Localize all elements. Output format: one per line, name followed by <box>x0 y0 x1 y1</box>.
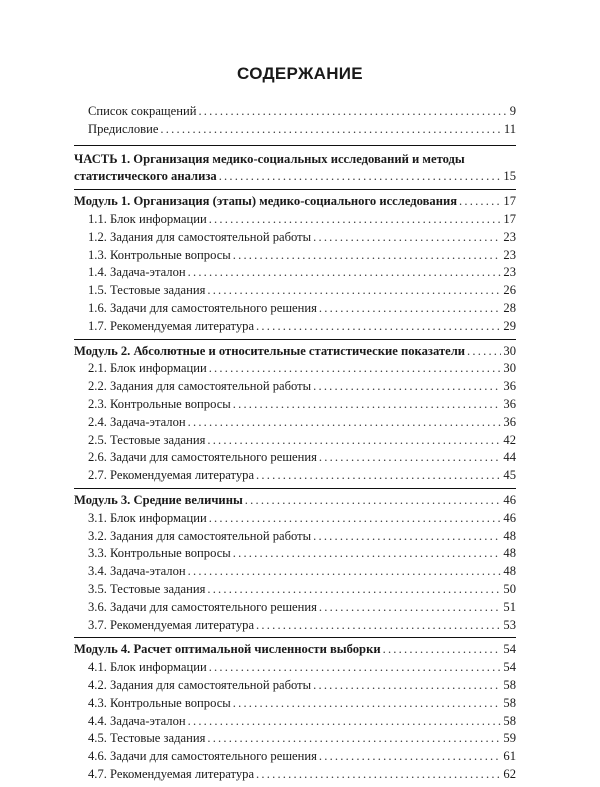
toc-entry[interactable] <box>74 121 516 139</box>
toc-entry[interactable] <box>74 282 516 300</box>
toc-entry-label: 3.4. Задача-эталон <box>88 564 186 579</box>
toc-entry-page: 54 <box>503 660 516 675</box>
toc-entry-label: 1.4. Задача-эталон <box>88 265 186 280</box>
table-of-contents <box>74 103 516 787</box>
dot-leader <box>188 563 502 581</box>
dot-leader <box>233 695 502 713</box>
dot-leader <box>313 677 501 695</box>
dot-leader <box>207 730 501 748</box>
dot-leader <box>256 318 501 336</box>
toc-entry-page: 26 <box>503 283 516 298</box>
page-title: СОДЕРЖАНИЕ <box>237 64 363 83</box>
toc-entry[interactable] <box>74 730 516 748</box>
dot-leader <box>160 121 501 139</box>
module-3 <box>74 488 516 637</box>
dot-leader <box>198 103 507 121</box>
toc-entry[interactable] <box>74 599 516 617</box>
module-2 <box>74 339 516 488</box>
toc-entry-page: 58 <box>503 713 516 728</box>
dot-leader <box>319 449 502 467</box>
toc-entry-page: 58 <box>503 695 516 710</box>
toc-entry-page: 23 <box>503 265 516 280</box>
toc-entry[interactable] <box>74 766 516 784</box>
toc-entry[interactable] <box>74 467 516 485</box>
toc-entry-label: 4.5. Тестовые задания <box>88 731 206 746</box>
toc-entry-label: Модуль 1. Организация (этапы) медико-социального исследования <box>74 194 458 209</box>
module-heading[interactable] <box>74 492 516 510</box>
dot-leader <box>256 467 501 485</box>
toc-entry-label: 2.4. Задача-эталон <box>88 414 186 429</box>
toc-entry-page: 11 <box>503 121 516 136</box>
toc-entry-label: 4.7. Рекомендуемая литература <box>88 766 255 781</box>
toc-entry-label: 3.2. Задания для самостоятельной работы <box>88 528 312 543</box>
toc-entry-label: 1.3. Контрольные вопросы <box>88 247 231 262</box>
dot-leader <box>459 193 501 211</box>
dot-leader <box>209 659 502 677</box>
toc-entry[interactable] <box>74 581 516 599</box>
toc-entry[interactable] <box>74 563 516 581</box>
toc-entry-label: 4.6. Задачи для самостоятельного решения <box>88 749 317 764</box>
part-heading-line1: ЧАСТЬ 1. Организация медико-социальных исследований и методы <box>74 151 465 166</box>
toc-entry-label: Предисловие <box>88 121 159 136</box>
dot-leader <box>207 581 501 599</box>
dot-leader <box>467 343 501 361</box>
toc-entry[interactable] <box>74 264 516 282</box>
toc-entry-label: 3.1. Блок информации <box>88 510 207 525</box>
dot-leader <box>188 713 502 731</box>
dot-leader <box>219 168 502 186</box>
part-heading-line2 <box>74 168 516 186</box>
toc-entry[interactable] <box>74 318 516 336</box>
dot-leader <box>209 360 502 378</box>
toc-entry-page: 45 <box>503 468 516 483</box>
toc-entry-label: 3.5. Тестовые задания <box>88 581 206 596</box>
toc-entry-page: 50 <box>503 581 516 596</box>
part-1 <box>74 145 516 190</box>
toc-entry-label: 2.2. Задания для самостоятельной работы <box>88 379 312 394</box>
toc-entry[interactable] <box>74 396 516 414</box>
toc-entry-page: 23 <box>503 247 516 262</box>
toc-entry[interactable] <box>74 414 516 432</box>
toc-entry[interactable] <box>74 378 516 396</box>
toc-entry[interactable] <box>74 432 516 450</box>
toc-entry-label: 1.2. Задания для самостоятельной работы <box>88 229 312 244</box>
dot-leader <box>256 766 501 784</box>
modules-list <box>74 189 516 787</box>
toc-entry-page: 9 <box>509 104 516 118</box>
toc-entry-page: 17 <box>503 194 516 209</box>
toc-entry-page: 46 <box>503 510 516 525</box>
toc-entry-page: 30 <box>503 343 516 358</box>
toc-entry[interactable] <box>74 695 516 713</box>
toc-entry-label: Модуль 3. Средние величины <box>74 492 243 507</box>
dot-leader <box>319 599 502 617</box>
toc-entry[interactable] <box>74 545 516 563</box>
toc-entry-page: 29 <box>503 318 516 333</box>
toc-entry-page: 59 <box>503 731 516 746</box>
toc-entry-page: 36 <box>503 414 516 429</box>
toc-entry-label: 4.1. Блок информации <box>88 660 207 675</box>
toc-entry-label: 4.3. Контрольные вопросы <box>88 695 231 710</box>
toc-entry-page: 42 <box>503 432 516 447</box>
toc-entry-page: 46 <box>503 492 516 507</box>
toc-entry[interactable] <box>74 528 516 546</box>
toc-entry-label: 4.2. Задания для самостоятельной работы <box>88 677 312 692</box>
toc-entry[interactable] <box>74 659 516 677</box>
toc-entry[interactable] <box>74 103 516 121</box>
dot-leader <box>313 378 501 396</box>
toc-entry[interactable] <box>74 300 516 318</box>
dot-leader <box>245 492 502 510</box>
toc-entry-label: 1.1. Блок информации <box>88 211 207 226</box>
dot-leader <box>207 432 501 450</box>
toc-entry-page: 62 <box>503 766 516 781</box>
front-matter <box>74 103 516 145</box>
toc-entry-page: 48 <box>503 564 516 579</box>
toc-entry-page: 30 <box>503 361 516 376</box>
dot-leader <box>256 617 501 635</box>
dot-leader <box>319 748 502 766</box>
toc-entry-page: 61 <box>503 749 516 764</box>
dot-leader <box>313 229 501 247</box>
toc-entry-label: 2.1. Блок информации <box>88 361 207 376</box>
toc-entry-label: Модуль 2. Абсолютные и относительные статистические показатели <box>74 343 466 358</box>
toc-entry[interactable] <box>74 247 516 265</box>
dot-leader <box>209 510 502 528</box>
toc-entry-label: 4.4. Задача-эталон <box>88 713 186 728</box>
part-heading-label: статистического анализа <box>74 169 217 184</box>
toc-entry-page: 36 <box>503 396 516 411</box>
toc-entry-label: 1.6. Задачи для самостоятельного решения <box>88 300 317 315</box>
toc-entry-label: Модуль 4. Расчет оптимальной численности выборки <box>74 642 381 657</box>
module-heading[interactable] <box>74 343 516 361</box>
dot-leader <box>188 414 502 432</box>
toc-entry-label: 3.3. Контрольные вопросы <box>88 546 231 561</box>
toc-entry-page: 23 <box>503 229 516 244</box>
toc-entry-label: 1.5. Тестовые задания <box>88 283 206 298</box>
toc-entry-label: 2.7. Рекомендуемая литература <box>88 468 255 483</box>
module-heading[interactable] <box>74 641 516 659</box>
module-1 <box>74 189 516 338</box>
toc-entry-label: 2.3. Контрольные вопросы <box>88 396 231 411</box>
toc-entry-label: 2.6. Задачи для самостоятельного решения <box>88 450 317 465</box>
toc-entry-page: 17 <box>503 211 516 226</box>
toc-entry-page: 48 <box>503 546 516 561</box>
toc-entry-label: 3.7. Рекомендуемая литература <box>88 617 255 632</box>
toc-entry-label: 3.6. Задачи для самостоятельного решения <box>88 599 317 614</box>
toc-entry-page: 44 <box>503 450 516 465</box>
dot-leader <box>188 264 502 282</box>
toc-entry-page: 58 <box>503 677 516 692</box>
toc-entry-label: Список сокращений <box>88 104 197 118</box>
toc-entry-page: 48 <box>503 528 516 543</box>
toc-entry-page: 28 <box>503 300 516 315</box>
part-heading[interactable] <box>74 151 516 187</box>
toc-entry[interactable] <box>74 449 516 467</box>
toc-entry[interactable] <box>74 510 516 528</box>
toc-entry-label: 2.5. Тестовые задания <box>88 432 206 447</box>
toc-entry-page: 15 <box>503 169 516 184</box>
toc-entry[interactable] <box>74 211 516 229</box>
toc-entry-label: 1.7. Рекомендуемая литература <box>88 318 255 333</box>
toc-entry[interactable] <box>74 360 516 378</box>
toc-entry-page: 36 <box>503 379 516 394</box>
dot-leader <box>383 641 502 659</box>
toc-entry-page: 54 <box>503 642 516 657</box>
toc-entry[interactable] <box>74 677 516 695</box>
toc-entry-page: 53 <box>503 617 516 632</box>
toc-entry-page: 51 <box>503 599 516 614</box>
dot-leader <box>233 396 502 414</box>
dot-leader <box>209 211 502 229</box>
toc-entry[interactable] <box>74 713 516 731</box>
toc-entry[interactable] <box>74 229 516 247</box>
dot-leader <box>313 528 501 546</box>
module-4 <box>74 637 516 786</box>
dot-leader <box>233 247 502 265</box>
dot-leader <box>207 282 501 300</box>
toc-entry[interactable] <box>74 617 516 635</box>
toc-entry[interactable] <box>74 748 516 766</box>
dot-leader <box>233 545 502 563</box>
module-heading[interactable] <box>74 193 516 211</box>
dot-leader <box>319 300 502 318</box>
